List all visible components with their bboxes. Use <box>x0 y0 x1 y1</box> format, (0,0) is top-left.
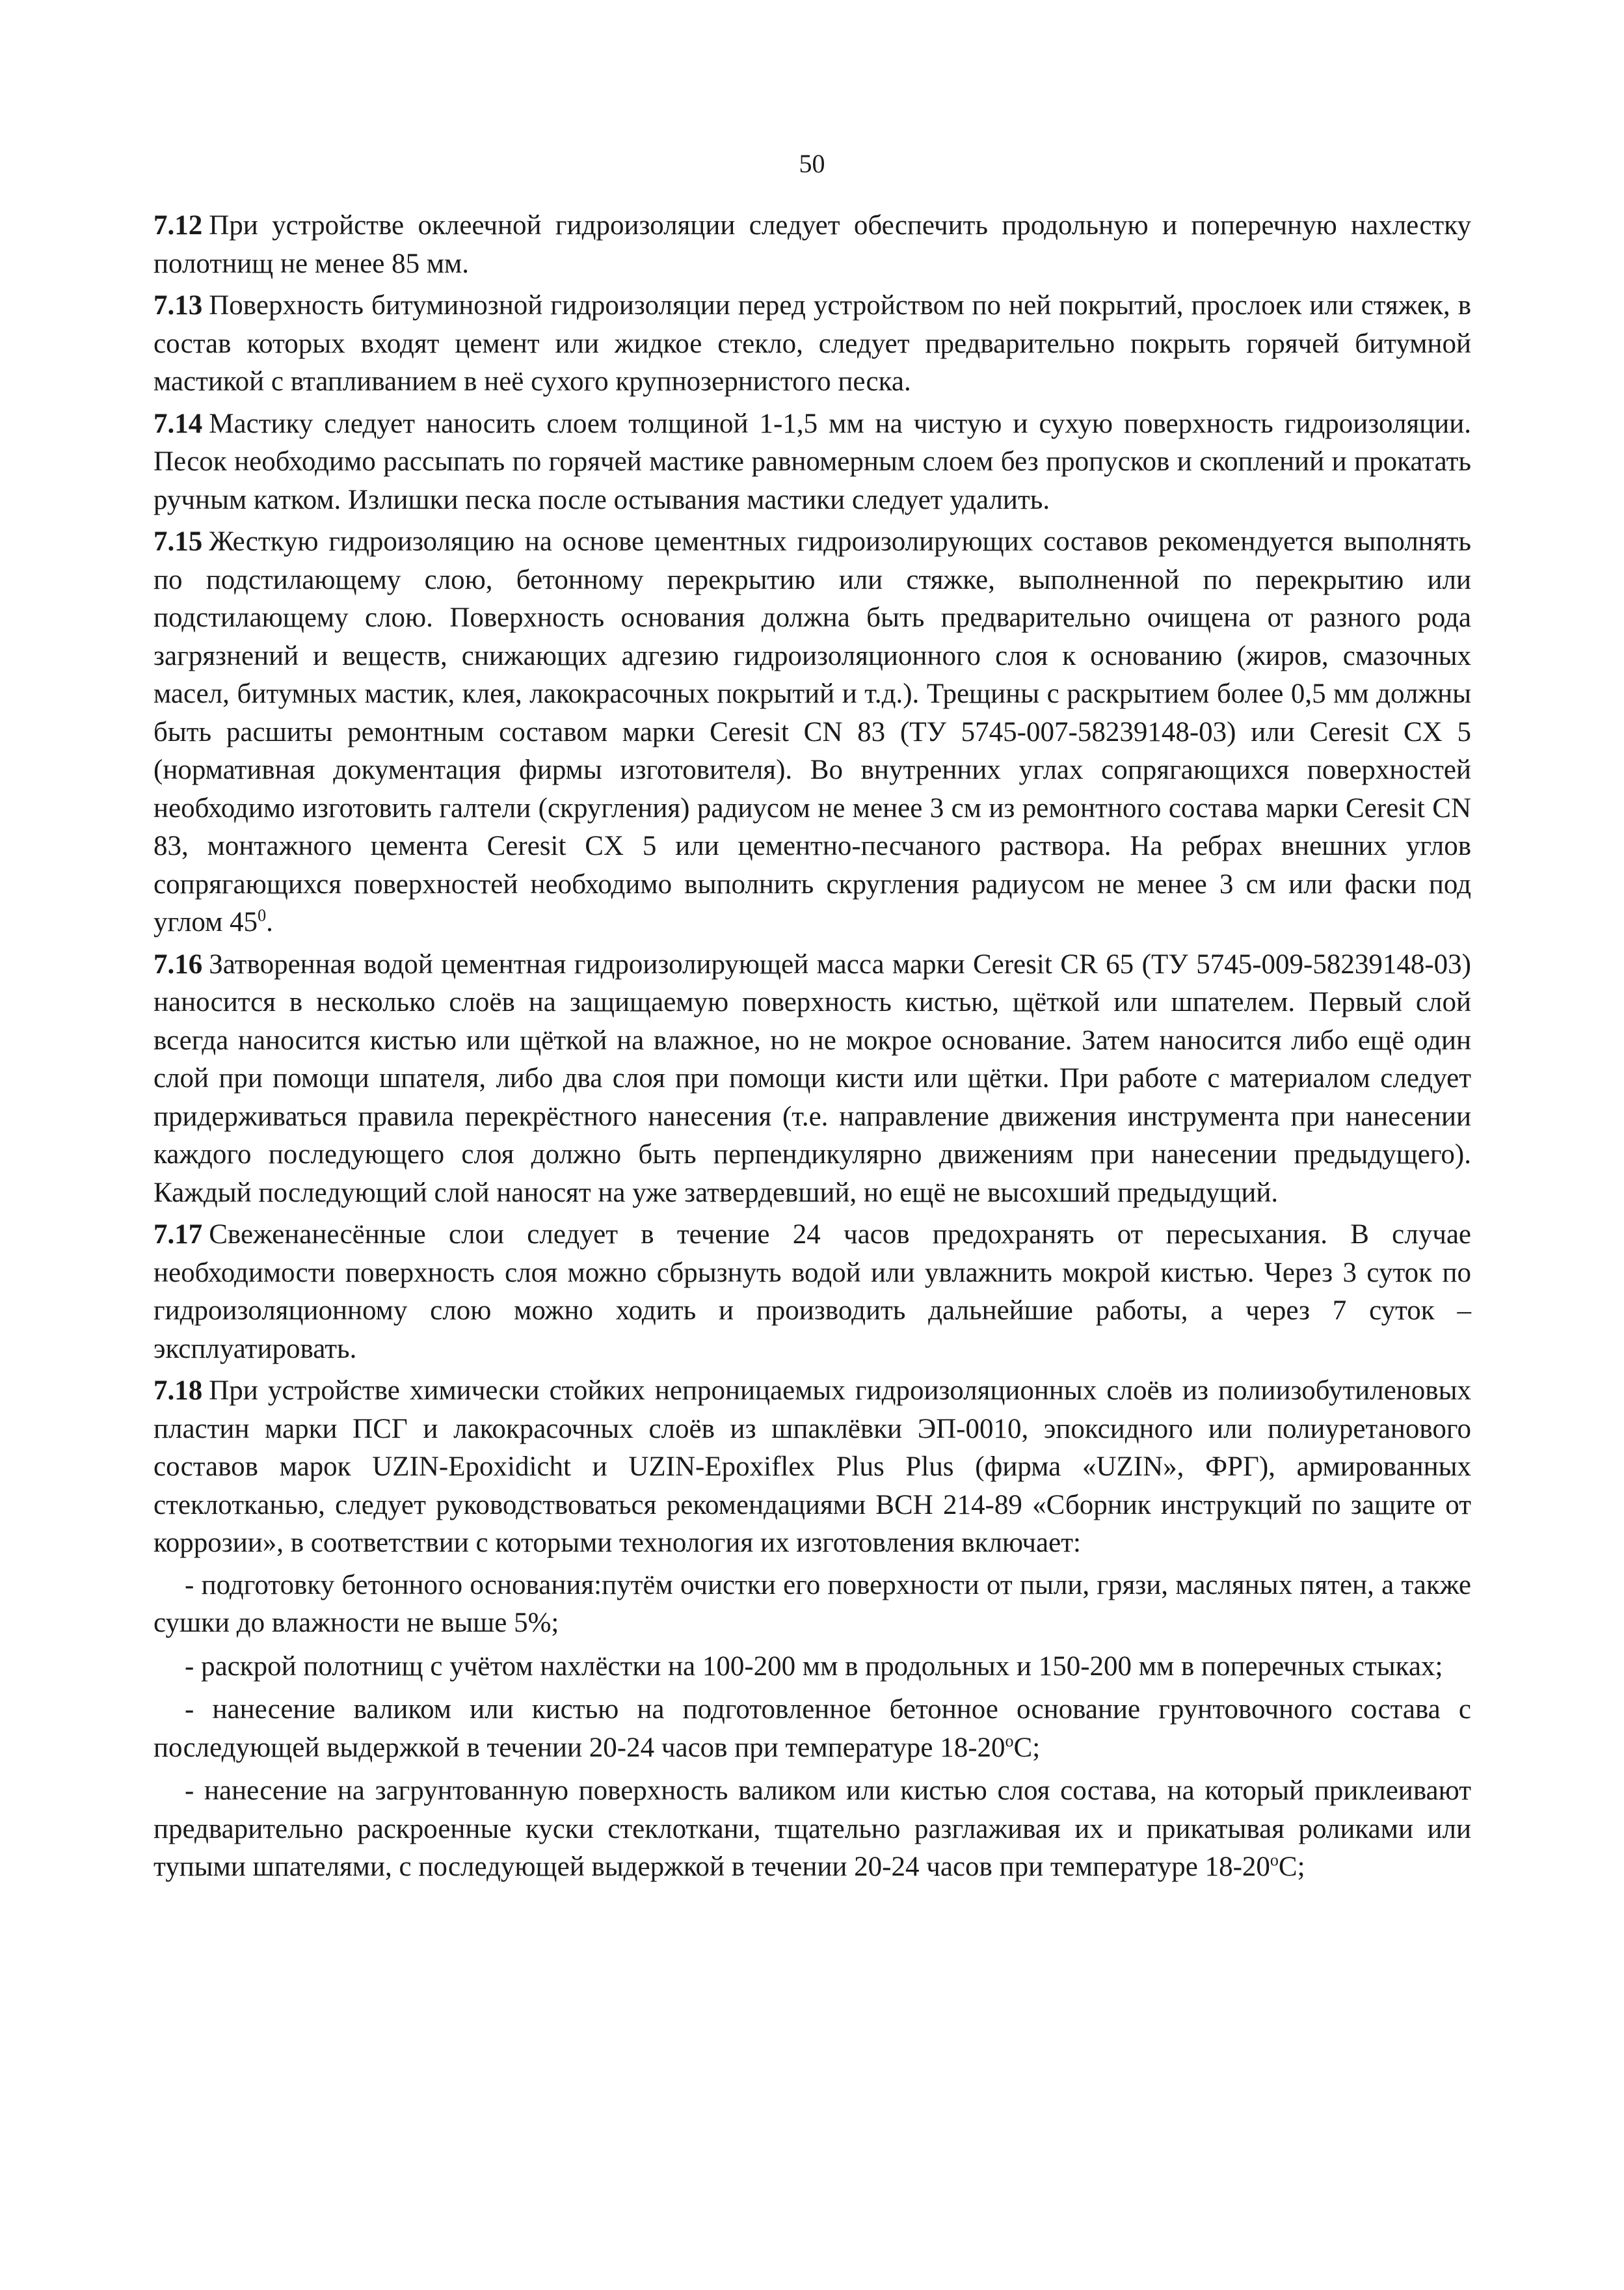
section-text: Поверхность битуминозной гидроизоляции перед устройством по ней покрытий, прослоек или стяжек, в состав которых входят цемент или жидкое стекло, следует предварительно покрыть горячей битумной мастикой с втапливанием в неё сухого крупнозернистого песка. <box>153 290 1471 397</box>
section-number: 7.15 <box>153 526 203 557</box>
list-item <box>153 1772 1471 1887</box>
section-text: При устройстве химически стойких непроницаемых гидроизоляционных слоёв из полиизобутиленовых пластин марки ПСГ и лакокрасочных слоёв из шпаклёвки ЭП-0010, эпоксидного или полиуретанового составов марок UZIN-Epoxidicht и UZIN-Epoxiflex Plus Plus (фирма «UZIN», ФРГ), армированных стеклотканью, следует руководствоваться рекомендациями ВСН 214-89 «Сборник инструкций по защите от коррозии», в соответствии с которыми технология их изготовления включает: <box>153 1375 1471 1558</box>
section-7-14 <box>153 405 1471 520</box>
section-text: Мастику следует наносить слоем толщиной 1-1,5 мм на чистую и сухую поверхность гидроизоляции. Песок необходимо рассыпать по горячей мастике равномерным слоем без пропусков и скоплений и прокатать ручным катком. Излишки песка после остывания мастики следует удалить. <box>153 408 1471 515</box>
degree-superscript: 0 <box>258 906 267 925</box>
section-number: 7.16 <box>153 949 203 980</box>
section-7-15 <box>153 523 1471 942</box>
list-item-text-tail: С; <box>1278 1852 1305 1882</box>
document-body <box>153 207 1471 1892</box>
list-item-text: - раскрой полотнищ с учётом нахлёстки на 100-200 мм в продольных и 150-200 мм в поперечных стыках; <box>185 1650 1443 1682</box>
list-item-text: - нанесение на загрунтованную поверхность валиком или кистью слоя состава, на который приклеивают предварительно раскроенные куски стеклоткани, тщательно разглаживая их и прикатывая роликами или тупыми шпателями, с последующей выдержкой в течении 20-24 часов при температуре 18-20 <box>153 1775 1471 1882</box>
section-number: 7.12 <box>153 210 203 241</box>
degree-superscript: o <box>1270 1850 1279 1870</box>
section-number: 7.13 <box>153 290 203 321</box>
section-7-13 <box>153 287 1471 401</box>
section-7-18 <box>153 1372 1471 1563</box>
section-text: Затворенная водой цементная гидроизолирующей масса марки Ceresit CR 65 (ТУ 5745-009-58239148-03) наносится в несколько слоёв на защищаемую поверхность кистью, щёткой или шпателем. Первый слой всегда наносится кистью или щёткой на влажное, но не мокрое основание. Затем наносится либо ещё один слой при помощи шпателя, либо два слоя при помощи кисти или щётки. При работе с материалом следует придерживаться правила перекрёстного нанесения (т.е. направление движения инструмента при нанесении каждого последующего слоя должно быть перпендикулярно движениям при нанесении предыдущего). Каждый последующий слой наносят на уже затвердевший, но ещё не высохший предыдущий. <box>153 949 1471 1208</box>
list-item-text: - нанесение валиком или кистью на подготовленное бетонное основание грунтовочного состава с последующей выдержкой в течении 20-24 часов при температуре 18-20 <box>153 1694 1471 1763</box>
list-item <box>153 1691 1471 1767</box>
section-7-12 <box>153 207 1471 283</box>
section-number: 7.14 <box>153 408 203 439</box>
section-text: Жесткую гидроизоляцию на основе цементных гидроизолирующих составов рекомендуется выполнять по подстилающему слою, бетонному перекрытию или стяжке, выполненной по перекрытию или подстилающему слою. Поверхность основания должна быть предварительно очищена от разного рода загрязнений и веществ, снижающих адгезию гидроизоляционного слоя к основанию (жиров, смазочных масел, битумных мастик, клея, лакокрасочных покрытий и т.д.). Трещины с раскрытием более 0,5 мм должны быть расшиты ремонтным составом марки Ceresit CN 83 (ТУ 5745-007-58239148-03) или Ceresit CX 5 (нормативная документация фирмы изготовителя). Во внутренних углах сопрягающихся поверхностей необходимо изготовить галтели (скругления) радиусом не менее 3 см из ремонтного состава марки Ceresit CN 83, монтажного цемента Ceresit CX 5 или цементно-песчаного раствора. На ребрах внешних углов сопрягающихся поверхностей необходимо выполнить скругления радиусом не менее 3 см или фаски под углом 45 <box>153 526 1471 937</box>
page-number: 50 <box>799 149 825 178</box>
section-number: 7.17 <box>153 1219 203 1250</box>
section-text: При устройстве оклеечной гидроизоляции следует обеспечить продольную и поперечную нахлестку полотнищ не менее 85 мм. <box>153 210 1471 279</box>
section-number: 7.18 <box>153 1375 203 1406</box>
list-item <box>153 1567 1471 1643</box>
list-item-text: - подготовку бетонного основания:путём очистки его поверхности от пыли, грязи, масляных пятен, а также сушки до влажности не выше 5%; <box>153 1569 1471 1638</box>
section-7-16 <box>153 946 1471 1213</box>
list-item-text-tail: С; <box>1013 1732 1041 1763</box>
list-item <box>153 1648 1471 1686</box>
degree-superscript: o <box>1005 1731 1014 1751</box>
section-7-17 <box>153 1216 1471 1368</box>
section-text: Свеженанесённые слои следует в течение 24 часов предохранять от пересыхания. В случае необходимости поверхность слоя можно сбрызнуть водой или увлажнить мокрой кистью. Через 3 суток по гидроизоляционному слою можно ходить и производить дальнейшие работы, а через 7 суток – эксплуатировать. <box>153 1219 1471 1364</box>
section-text-tail: . <box>266 907 273 937</box>
